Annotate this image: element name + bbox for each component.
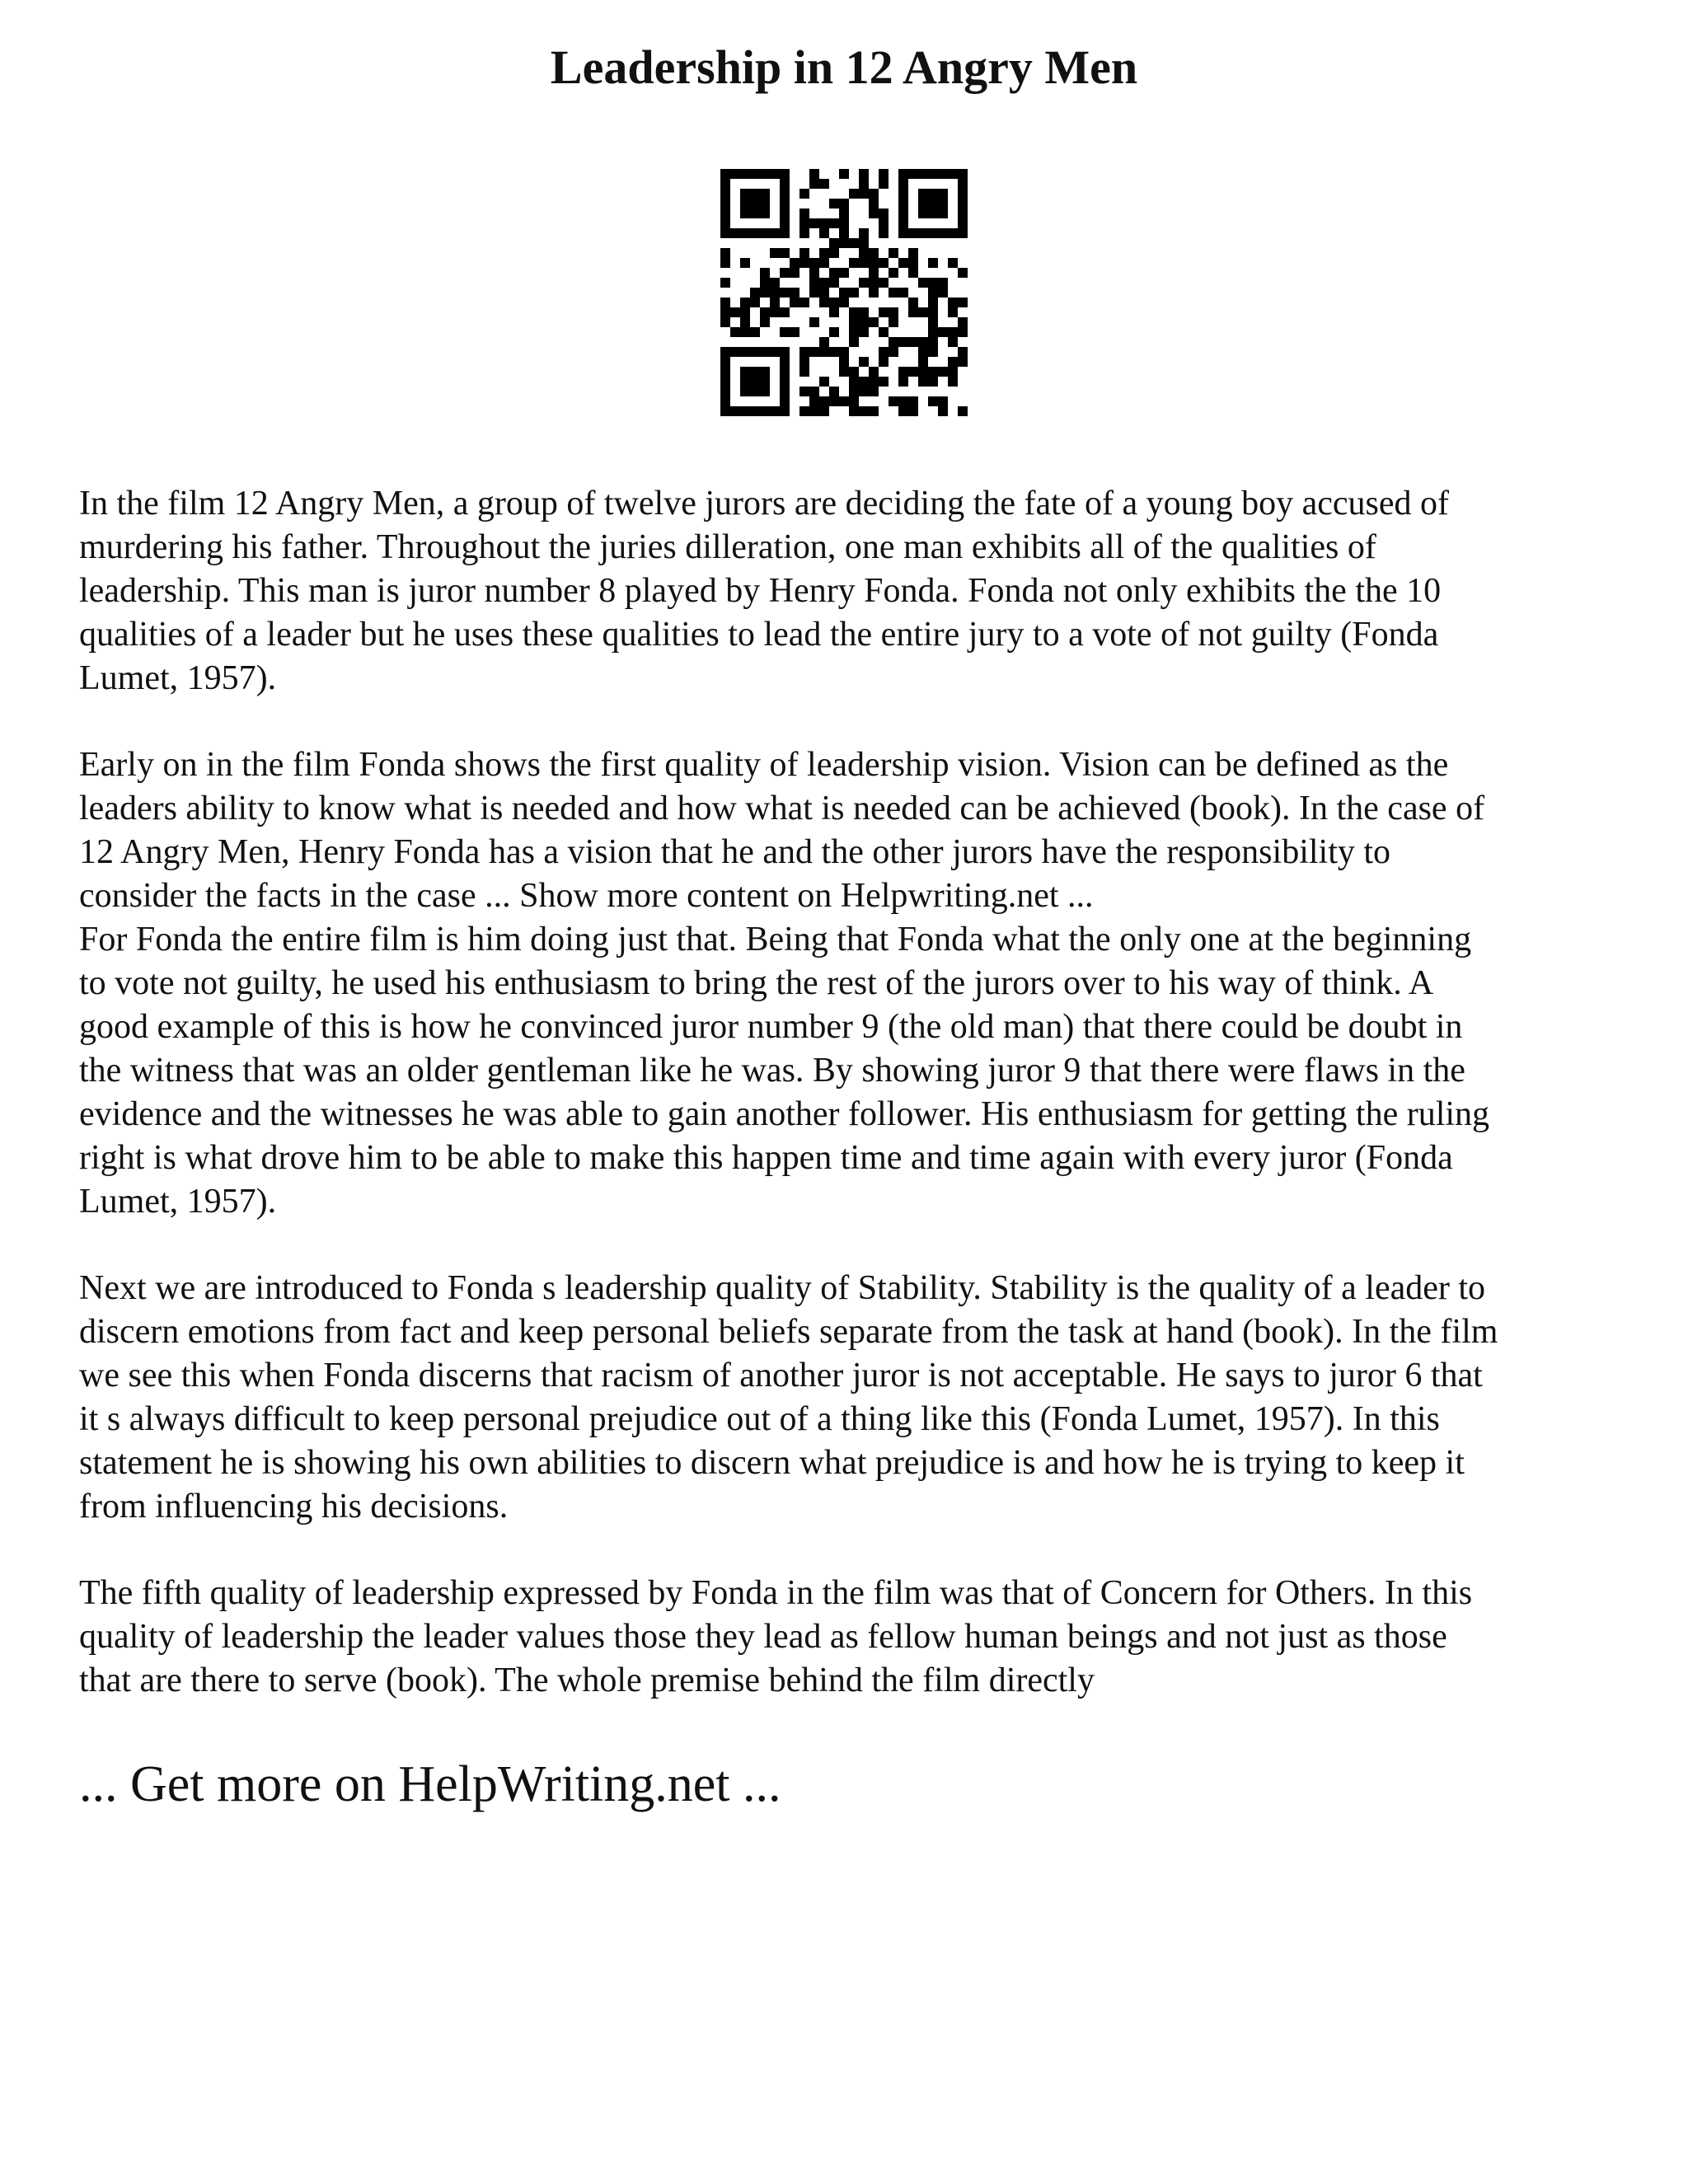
paragraph-intro: In the film 12 Angry Men, a group of twelve jurors are deciding the fate of a young boy accused of murdering his father. Throughout the juries dilleration, one man exhibits all of the qualities of leadership. This man is juror number 8 played by Henry Fonda. Fonda not only exhibits the the 10 qualities of a leader but he uses these qualities to lead the entire jury to a vote of not guilty (Fonda Lumet, 1957).	[79, 485, 1449, 697]
qr-code-icon	[720, 169, 968, 416]
get-more-link[interactable]: ... Get more on HelpWriting.net ...	[79, 1756, 781, 1812]
page-title: Leadership in 12 Angry Men	[550, 40, 1138, 94]
document-body	[79, 482, 1620, 1746]
paragraph-stability: Next we are introduced to Fonda s leadership quality of Stability. Stability is the quality of a leader to discern emotions from fact and keep personal beliefs separate from the task at hand (book). In the film we see this when Fonda discerns that racism of another juror is not acceptable. He says to juror 6 that it s always difficult to keep personal prejudice out of a thing like this (Fonda Lumet, 1957). In this statement he is showing his own abilities to discern what prejudice is and how he is trying to keep it from influencing his decisions.	[79, 1269, 1498, 1526]
paragraph-enthusiasm: For Fonda the entire film is him doing just that. Being that Fonda what the only one at the beginning to vote not guilty, he used his enthusiasm to bring the rest of the jurors over to his way of think. A good example of this is how he convinced juror number 9 (the old man) that there could be doubt in the witness that was an older gentleman like he was. By showing juror 9 that there were flaws in the evidence and the witnesses he was able to gain another follower. His enthusiasm for getting the ruling right is what drove him to be able to make this happen time and time again with every juror (Fonda Lumet, 1957).	[79, 921, 1490, 1221]
paragraph-vision: Early on in the film Fonda shows the first quality of leadership vision. Vision can be defined as the leaders ability to know what is needed and how what is needed can be achieved (book). In the case of 12 Angry Men, Henry Fonda has a vision that he and the other jurors have the responsibility to consider the facts in the case ... Show more content on Helpwriting.net ...	[79, 746, 1485, 915]
paragraph-concern: The fifth quality of leadership expressed by Fonda in the film was that of Concern for Others. In this quality of leadership the leader values those they lead as fellow human beings and not just as those that are there to serve (book). The whole premise behind the film directly	[79, 1574, 1473, 1699]
